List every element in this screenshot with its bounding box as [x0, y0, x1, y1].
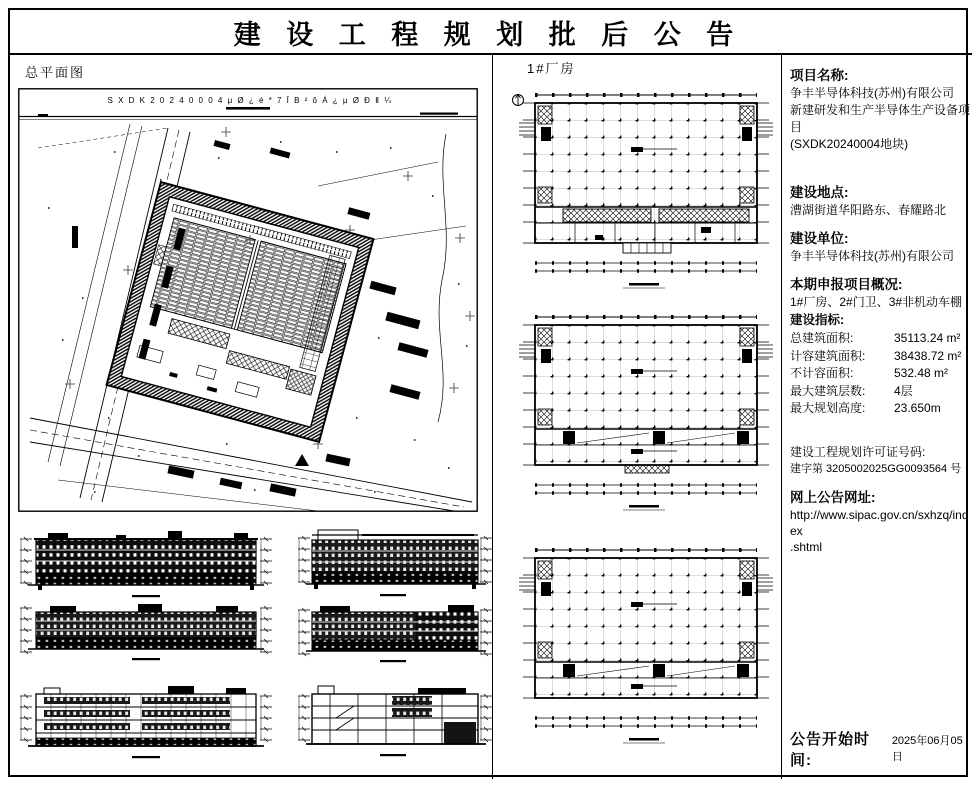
indicator-row — [790, 383, 970, 401]
elevation-north — [20, 602, 272, 664]
title-divider — [8, 53, 972, 55]
scale-smudge — [629, 505, 659, 508]
site-plan-label: 总平面图 — [25, 65, 86, 80]
announce-date: 2025年06月05日 — [891, 735, 963, 763]
section-longitudinal — [20, 682, 272, 764]
project-name-line: 争丰半导体科技(苏州)有限公司 — [790, 86, 954, 100]
indicator-value: 35113.24 m² — [894, 331, 961, 345]
website-label: 网上公告网址: — [790, 489, 876, 505]
website-url[interactable]: http://www.sipac.gov.cn/sxhzq/index .shtml — [790, 507, 969, 554]
elevation-south — [20, 527, 272, 603]
scale-smudge — [629, 738, 659, 741]
scale-smudge — [629, 283, 659, 286]
indicator-value: 4层 — [894, 383, 913, 398]
indicator-row — [790, 330, 970, 348]
indicator-row — [790, 348, 970, 366]
room-tag — [631, 602, 643, 607]
elevation-east — [298, 524, 492, 604]
indicator-row — [790, 365, 970, 383]
floor-plan-1 — [505, 85, 775, 301]
column-divider-right — [781, 53, 782, 779]
indicator-row — [790, 400, 970, 418]
location-value: 漕湖街道华阳路东、春耀路北 — [790, 203, 947, 217]
indicator-value: 532.48 m² — [894, 366, 949, 380]
factory-plan-label: 1#厂房 — [527, 61, 576, 76]
builder-label: 建设单位: — [790, 231, 849, 246]
column-divider-left — [492, 53, 493, 779]
announce-label: 公告开始时间: — [790, 731, 871, 769]
room-tag — [631, 369, 643, 374]
indicators-label: 建设指标: — [790, 313, 845, 327]
drawing-note-smudge — [420, 113, 458, 115]
builder-value: 争丰半导体科技(苏州)有限公司 — [790, 249, 954, 263]
elevation-west — [298, 602, 492, 668]
hatched-zone-2 — [659, 209, 749, 222]
scale-smudge — [380, 754, 406, 756]
project-info-panel — [790, 66, 970, 555]
location-label: 建设地点: — [790, 185, 849, 200]
floor-plan-3 — [505, 528, 775, 768]
indicator-value: 23.650m — [894, 401, 941, 415]
north-arrow-icon — [513, 95, 524, 106]
indicator-label: 总建筑面积: — [790, 331, 854, 345]
site-plan-drawing-code: S X D K 2 0 2 4 0 0 0 4 μ Ø ¿ é * 7 Ī B ² ǒ Á ¿ μ Ø Ð Ⅱ ¼ — [107, 96, 393, 105]
scale-smudge — [132, 595, 160, 597]
permit-number: 建字第 3205002025GG0093564 号 — [790, 462, 962, 475]
project-name-line: 新建研发和生产半导体生产设备项目 — [790, 103, 971, 134]
permit-label: 建设工程规划许可证号码: — [790, 444, 926, 459]
phase-value: 1#厂房、2#门卫、3#非机动车棚 — [790, 295, 963, 309]
hatched-zone-1 — [563, 209, 651, 222]
project-name-label: 项目名称: — [790, 68, 849, 83]
scale-smudge — [380, 660, 406, 662]
section-transverse — [298, 682, 492, 762]
phase-label: 本期申报项目概况: — [790, 277, 903, 292]
room-tag — [631, 147, 643, 152]
page-title-bar — [10, 12, 966, 52]
indicator-value: 38438.72 m² — [894, 348, 962, 363]
announcement-date-row — [790, 728, 972, 770]
site-plan-drawing — [18, 88, 478, 512]
indicator-label: 最大建筑层数: — [790, 383, 866, 398]
scale-smudge — [132, 756, 160, 758]
scale-smudge — [380, 594, 406, 596]
scale-smudge — [132, 658, 160, 660]
indicator-label: 计容建筑面积: — [790, 348, 866, 363]
indicator-label: 最大规划高度: — [790, 401, 866, 415]
floor-plan-2 — [505, 308, 775, 522]
project-name-line: (SXDK20240004地块) — [790, 137, 909, 151]
drawing-subtitle-smudge — [226, 107, 270, 110]
indicator-label: 不计容面积: — [790, 366, 854, 380]
page-title: 建 设 工 程 规 划 批 后 公 告 — [233, 19, 743, 50]
